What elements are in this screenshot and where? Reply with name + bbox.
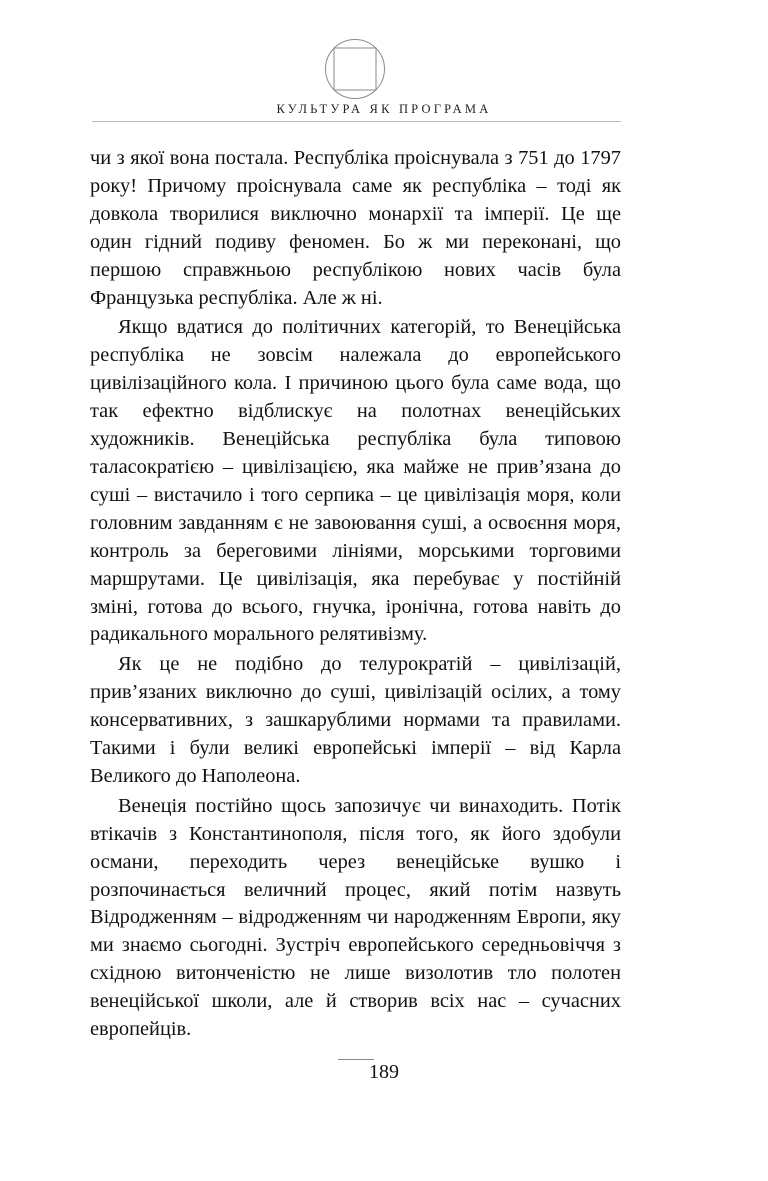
- paragraph: Якщо вдатися до політичних категорій, то Венеційська республіка не зовсім належала до европейського цивілізаційного кола. І причиною цього була саме вода, що так ефектно відблискує на полотнах венеційських художників. Венеційська республіка була типовою таласократією – цивілізацією, яка майже не прив’язана до суші – вистачило і того серпика – це цивілізація моря, коли головним завданням є не завоювання суші, а освоєння моря, контроль за береговими лініями, морськими торговими маршрутами. Це цивілізація, яка перебуває у постійній зміні, готова до всього, гнучка, іронічна, готова навіть до радикального морального релятивізму.: [90, 316, 621, 646]
- paragraph: Як це не подібно до телурократій – цивілізацій, прив’язаних виключно до суші, цивілізацій осілих, а тому консервативних, з зашкарублими нормами та правилами. Такими і були великі европейські імперії – від Карла Великого до Наполеона.: [90, 653, 621, 787]
- page-number: 189: [369, 1061, 399, 1083]
- folio-rule: [338, 1059, 374, 1060]
- header-rule: [92, 121, 621, 122]
- running-head: КУЛЬТУРА ЯК ПРОГРАМА: [276, 102, 492, 116]
- body-text: [90, 145, 621, 1046]
- paragraph: Венеція постійно щось запозичує чи винаходить. Потік втікачів з Константинополя, після того, як його здобули османи, переходить через венеційське вушко і розпочинається величний процес, який потім назвуть Відродженням – відродженням чи народженням Европи, яку ми знаємо сьогодні. Зустріч европейського середньовіччя з східною витонченістю не лише визолотив тло полотен венеційської школи, але й створив всіх нас – сучасних европейців.: [90, 794, 621, 1041]
- paragraph: чи з якої вона постала. Республіка проіснувала з 751 до 1797 року! Причому проіснувала саме як республіка – тоді як довкола творилися виключно монархії та імперії. Це ще один гідний подиву феномен. Бо ж ми переконані, що першою справжньою республікою нових часів була Французька республіка. Але ж ні.: [90, 147, 621, 309]
- circle-square-emblem-icon: [324, 38, 386, 100]
